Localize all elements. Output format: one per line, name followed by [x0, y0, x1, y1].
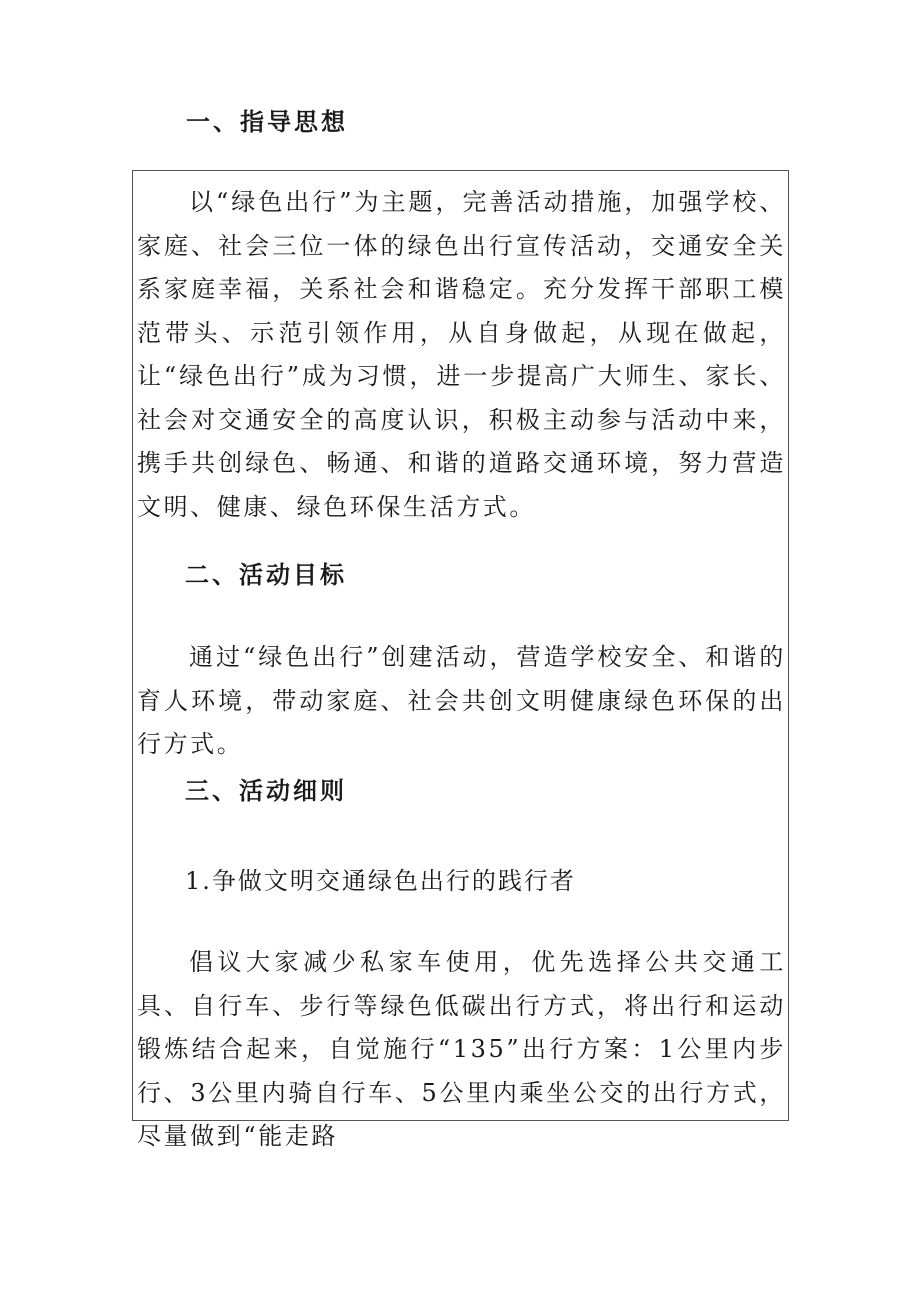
content-frame	[132, 170, 789, 1150]
section-title-activity-rules: 三、活动细则	[185, 776, 347, 805]
activity-goal-paragraph: 通过“绿色出行”创建活动，营造学校安全、和谐的育人环境，带动家庭、社会共创文明健康绿色环保的出行方式。	[137, 643, 786, 758]
rule-1-heading: 1.争做文明交通绿色出行的践行者	[185, 867, 576, 895]
rule-1-paragraph: 倡议大家减少私家车使用，优先选择公共交通工具、自行车、步行等绿色低碳出行方式，将出行和运动锻炼结合起来，自觉施行“135”出行方案：1公里内步行、3公里内骑自行车、5公里内乘坐公交的出行方式，尽量做到“能走路	[137, 948, 786, 1150]
section-title-guiding-ideology: 一、指导思想	[186, 107, 348, 136]
section-title-activity-goal: 二、活动目标	[185, 560, 347, 589]
guiding-ideology-paragraph: 以“绿色出行”为主题，完善活动措施，加强学校、家庭、社会三位一体的绿色出行宣传活动，交通安全关系家庭幸福，关系社会和谐稳定。充分发挥干部职工模范带头、示范引领作用，从自身做起，从现在做起，让“绿色出行”成为习惯，进一步提高广大师生、家长、社会对交通安全的高度认识，积极主动参与活动中来，携手共创绿色、畅通、和谐的道路交通环境，努力营造文明、健康、绿色环保生活方式。	[137, 188, 786, 521]
